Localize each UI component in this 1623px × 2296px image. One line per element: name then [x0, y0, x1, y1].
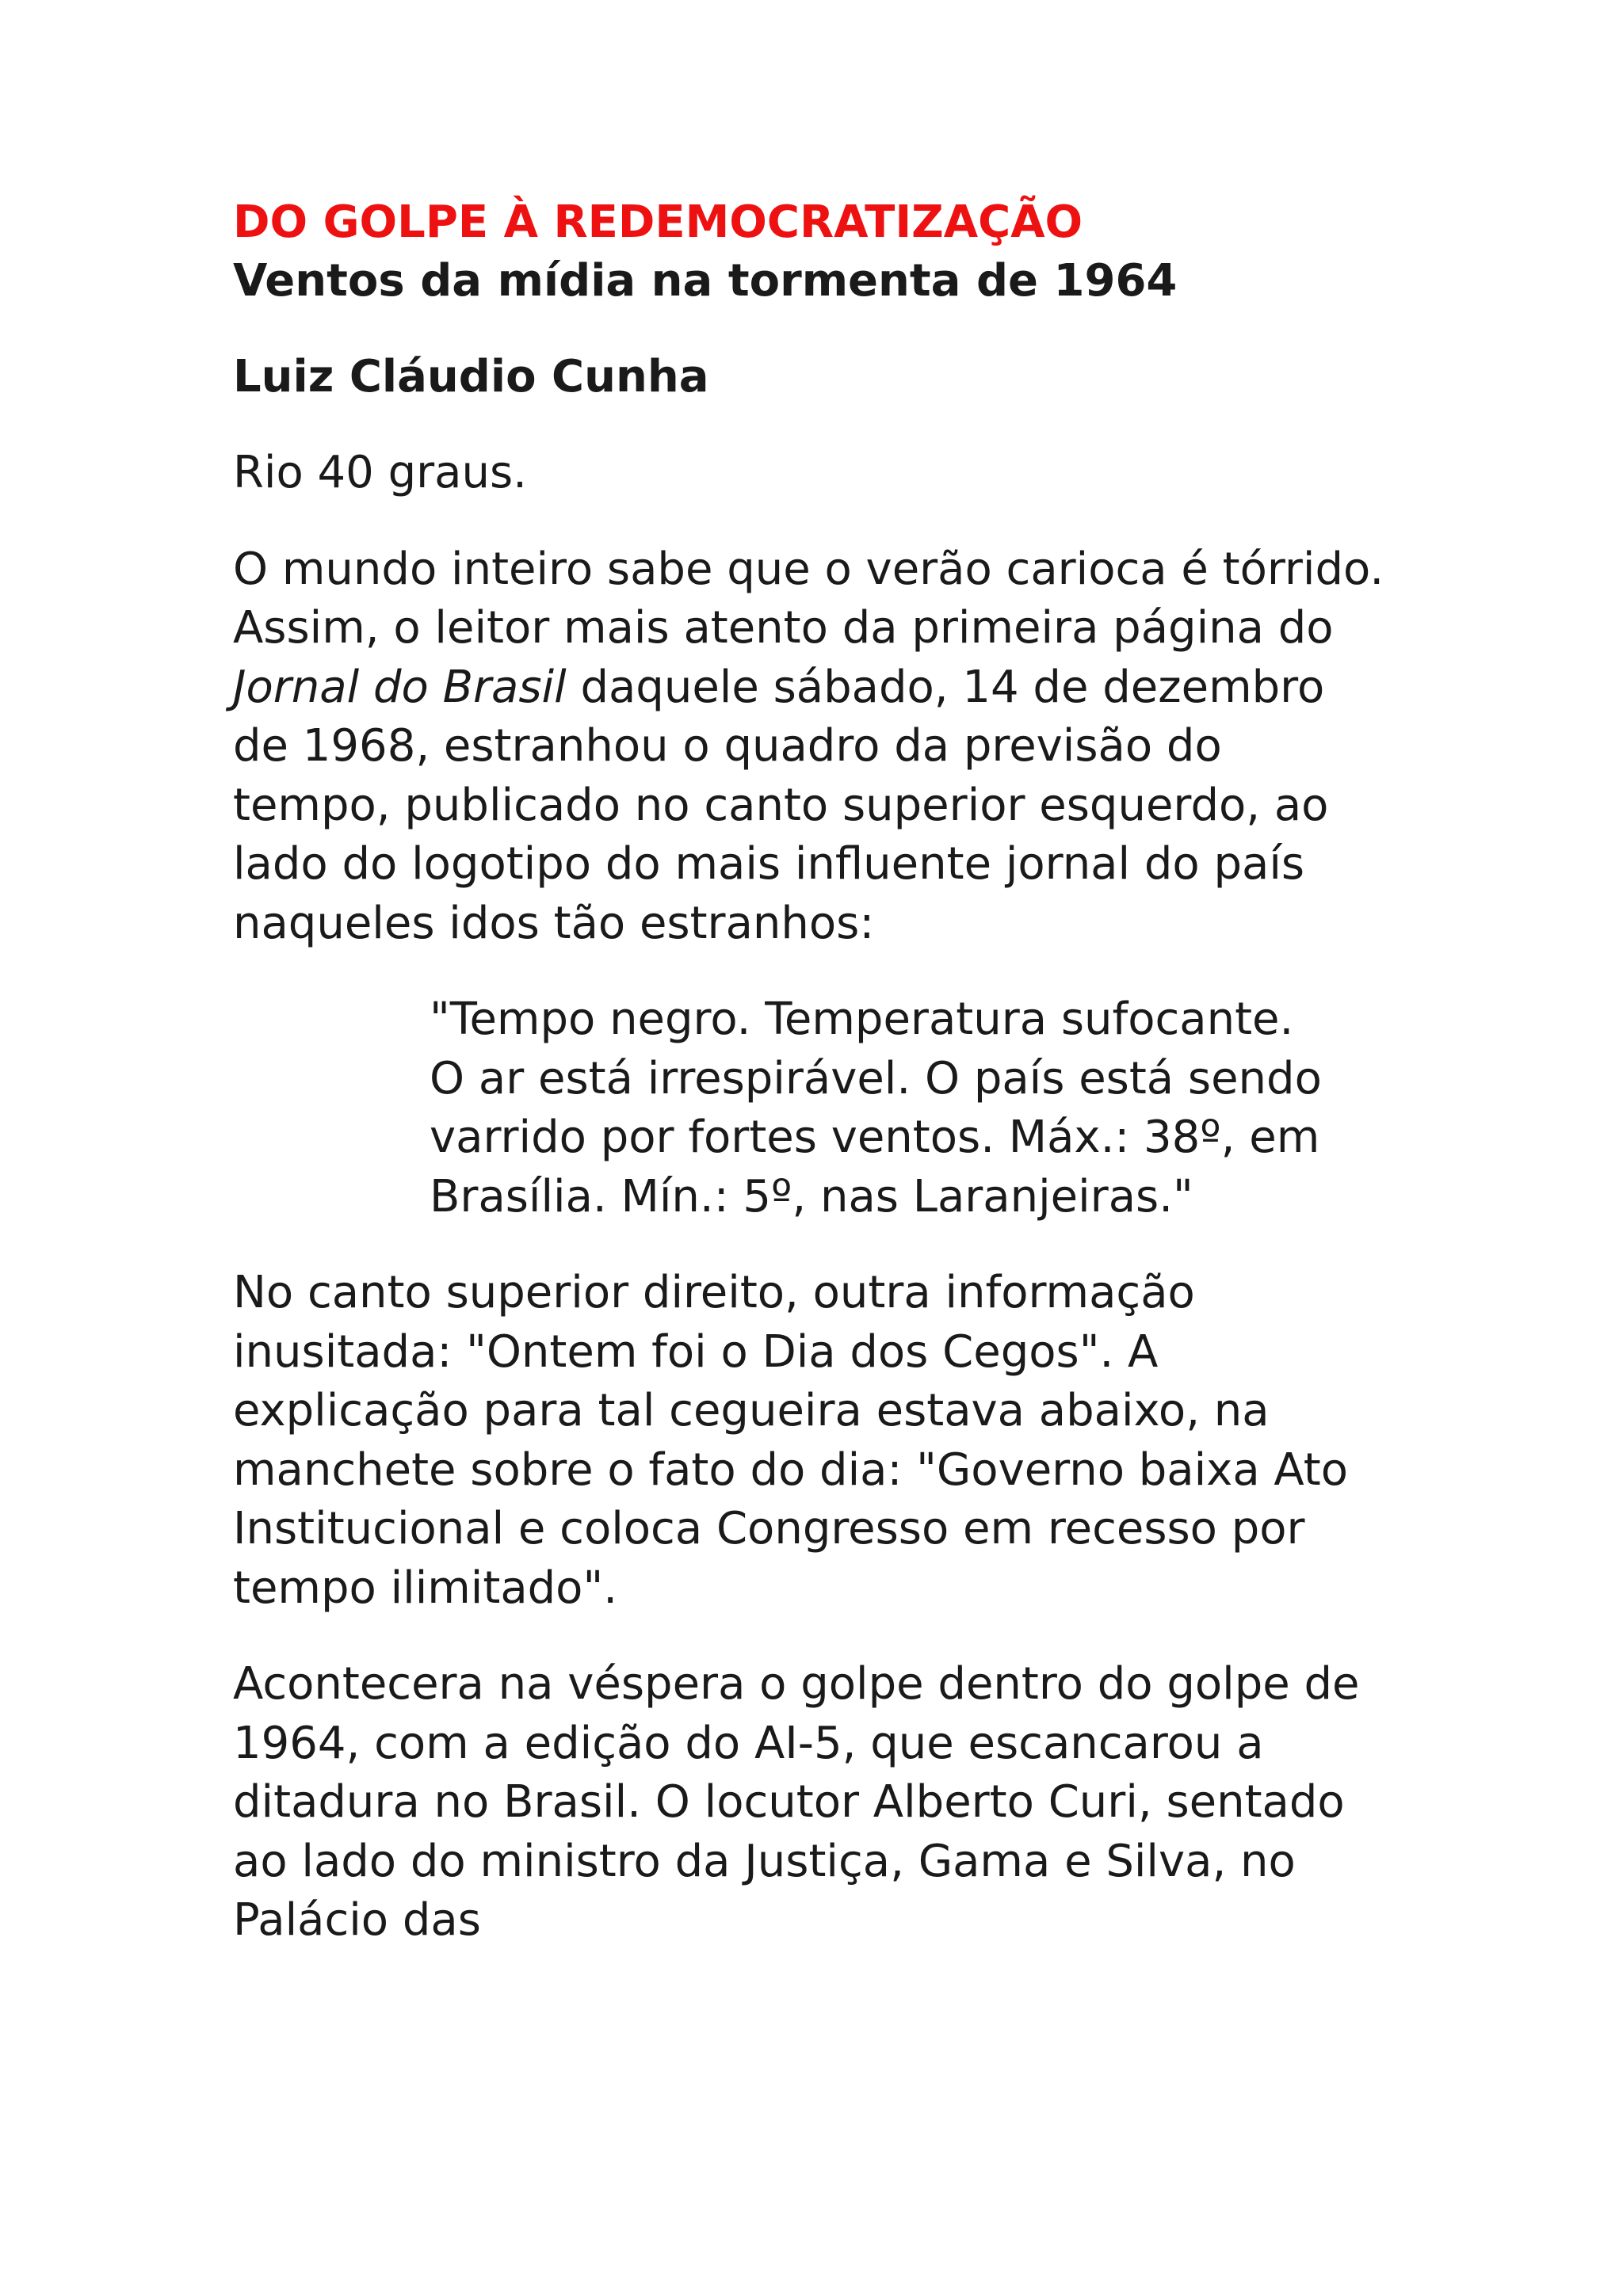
paragraph-2-text-a: O mundo inteiro sabe que o verão carioca é tórrido. Assim, o leitor mais atento da primeira página do [233, 543, 1384, 654]
paragraph-2-text-b: daquele sábado, 14 de dezembro de 1968, estranhou o quadro da previsão do tempo, publicado no canto superior esquerdo, ao lado do logotipo do mais influente jornal do país naqueles idos tão estranhos: [233, 661, 1329, 949]
paragraph-1: Rio 40 graus. [233, 447, 527, 498]
paragraph-3: No canto superior direito, outra informação inusitada: "Ontem foi o Dia dos Cegos". A explicação para tal cegueira estava abaixo, na manchete sobre o fato do dia: "Governo baixa Ato Institucional e coloca Congresso em recesso por tempo ilimitado". [233, 1267, 1348, 1614]
document-page [233, 193, 1390, 1988]
block-quote: "Tempo negro. Temperatura sufocante. O ar está irrespirável. O país está sendo varrido por fortes ventos. Máx.: 38º, em Brasília. Mín.: 5º, nas Laranjeiras." [430, 994, 1322, 1222]
article-title: Ventos da mídia na tormenta de 1964 [233, 255, 1178, 307]
paragraph-2 [233, 540, 1390, 954]
paragraph-4: Acontecera na véspera o golpe dentro do golpe de 1964, com a edição do AI-5, que escancarou a ditadura no Brasil. O locutor Alberto Curi, sentado ao lado do ministro da Justiça, Gama e Silva, no Palácio das [233, 1658, 1360, 1946]
newspaper-name: Jornal do Brasil [233, 661, 567, 713]
author-byline: Luiz Cláudio Cunha [233, 351, 709, 402]
section-kicker: DO GOLPE À REDEMOCRATIZAÇÃO [233, 196, 1083, 248]
